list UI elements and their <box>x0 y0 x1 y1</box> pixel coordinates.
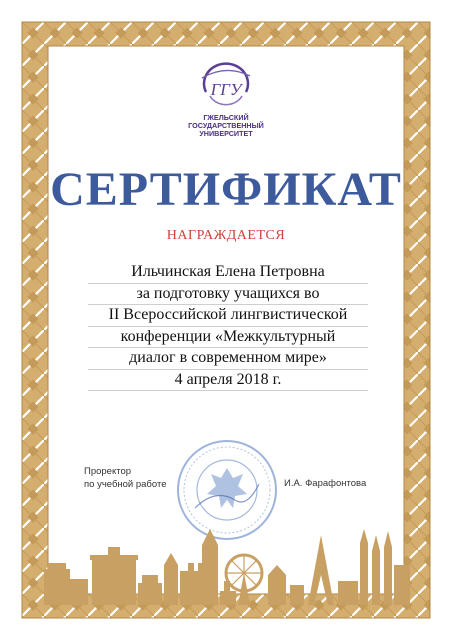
university-name-line: ГОСУДАРСТВЕННЫЙ <box>188 121 264 130</box>
award-date: 4 апреля 2018 г. <box>88 370 368 392</box>
signer-name: И.А. Фарафонтова <box>284 478 367 489</box>
university-name <box>176 114 276 138</box>
recipient-name: Ильчинская Елена Петровна <box>88 262 368 284</box>
svg-text:ГГУ: ГГУ <box>210 80 242 99</box>
university-name-line: УНИВЕРСИТЕТ <box>199 129 253 138</box>
university-logo <box>196 62 256 114</box>
certificate-subtitle: НАГРАЖДАЕТСЯ <box>166 228 286 243</box>
award-reason-line: конференции «Межкультурный <box>88 327 368 349</box>
university-name-line: ГЖЕЛЬСКИЙ <box>203 113 249 122</box>
award-reason-line: диалог в современном мире» <box>88 348 368 370</box>
award-reason-line: за подготовку учащихся во <box>88 284 368 306</box>
certificate-title: СЕРТИФИКАТ <box>50 163 402 216</box>
signer-position <box>84 465 166 491</box>
city-skyline-decoration <box>38 525 416 605</box>
award-reason-line: II Всероссийской лингвистической <box>88 305 368 327</box>
signer-position-line: Проректор <box>84 466 132 477</box>
award-text <box>88 262 368 391</box>
signer-position-line: по учебной работе <box>84 479 167 490</box>
